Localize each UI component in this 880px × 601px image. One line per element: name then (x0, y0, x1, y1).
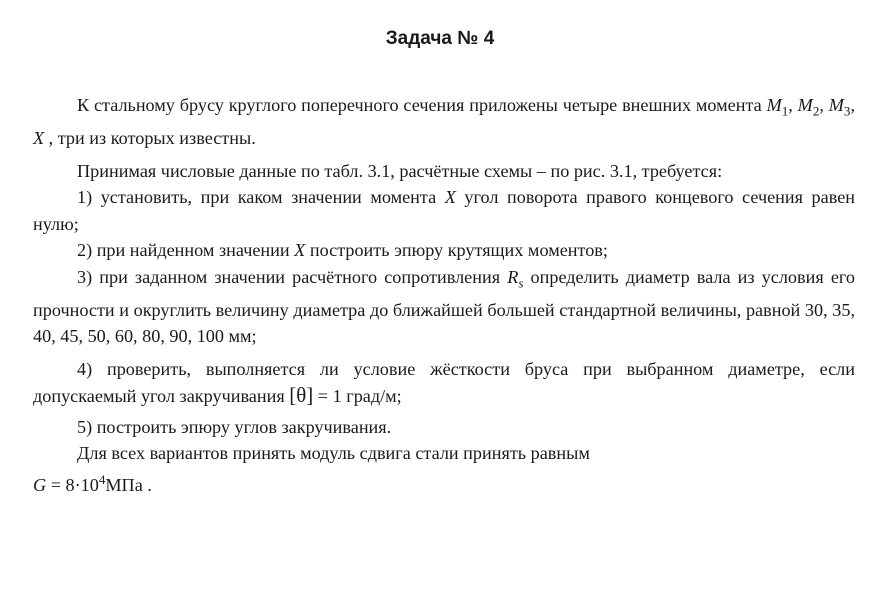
paragraph-moments (33, 92, 855, 152)
p1-tail: , три из которых известны. (44, 128, 256, 149)
p1-math: $M_1$, $M_2$, $M_3$, X (33, 95, 855, 149)
p6-tail: град/м; (341, 386, 402, 407)
p5-rs-sub: s (518, 275, 524, 291)
paragraph-step-4 (33, 356, 855, 410)
p4-tail: построить эпюру крутящих моментов; (305, 240, 608, 261)
paragraph-shear-modulus (33, 440, 855, 498)
p4-x: X (294, 240, 306, 261)
p5-head: 3) при заданном значении расчётного сопротивления (77, 266, 508, 287)
p8-exp: 4 (98, 471, 106, 487)
p5-rs-letter: R (507, 266, 519, 287)
p3-head: 1) установить, при каком значении момента (77, 187, 445, 208)
paragraph-step-3 (33, 264, 855, 350)
task-body (33, 92, 855, 498)
p5-rs (507, 266, 524, 291)
p4-head: 2) при найденном значении (77, 240, 295, 261)
p8-g: G (33, 474, 47, 495)
task-title: Задача № 4 (385, 28, 495, 49)
paragraph-step-5: 5) построить эпюру углов закручивания. (77, 416, 392, 437)
p5-tail: определить диаметр вала из условия его прочности и округлить величину диаметра до ближайшей большей стандартной величины, равной 30, 35, 40, 45, 50, 60, 80, 90, 100 мм; (33, 266, 855, 347)
paragraph-step-2 (33, 237, 855, 264)
p8-unit: МПа . (105, 474, 152, 495)
paragraph-requirements: Принимая числовые данные по табл. 3.1, расчётные схемы – по рис. 3.1, требуется: (77, 160, 723, 181)
p6-eq: = 1 (313, 386, 342, 407)
p6-head: 4) проверить, выполняется ли условие жёсткости бруса при выбранном диаметре, если допускаемый угол закручивания (33, 358, 855, 407)
p6-theta: [θ] (289, 383, 314, 408)
p8-eq: = 8·10 (46, 474, 99, 495)
paragraph-step-1 (33, 184, 855, 237)
p8-text: Для всех вариантов принять модуль сдвига стали принять равным (77, 443, 590, 464)
p3-x: X (444, 187, 456, 208)
p1-text: К стальному брусу круглого поперечного сечения приложены четыре внешних момента (77, 95, 767, 115)
p3-tail: угол поворота правого концевого сечения равен нулю; (33, 187, 856, 234)
